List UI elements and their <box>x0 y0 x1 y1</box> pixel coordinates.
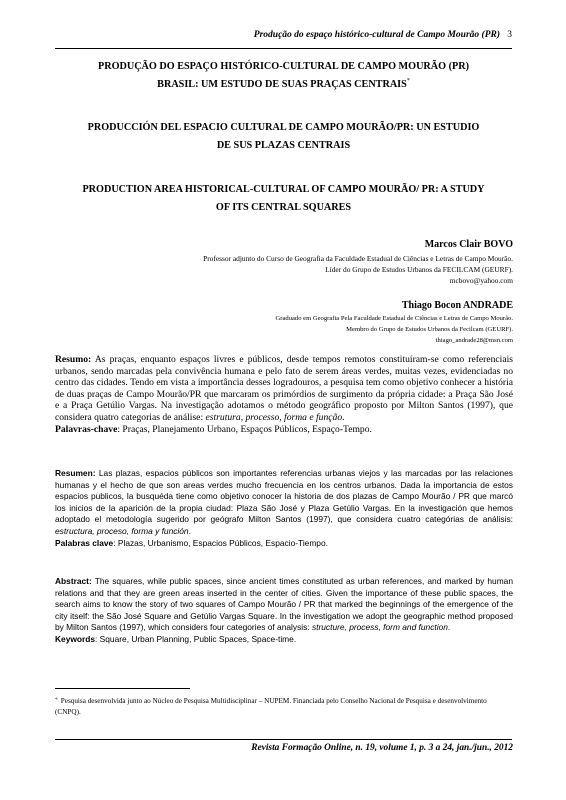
abstract-label: Abstract: <box>55 576 92 586</box>
footnote-mark[interactable]: * <box>406 78 410 84</box>
keywords-english: Keywords: Square, Urban Planning, Public Spaces, Space-time. <box>55 633 297 644</box>
title-spanish <box>55 119 512 155</box>
footnote: * Pesquisa desenvolvida junto ao Núcleo de Pesquisa Multidisciplinar – NUPEM. Financiada pelo Conselho Nacional de Pesquisa e desenvolvimento (CNPQ). <box>55 697 487 716</box>
header-rule <box>55 48 512 49</box>
author-email[interactable]: mcbovo@yahoo.com <box>449 276 513 286</box>
title-english <box>55 181 512 217</box>
page-number: 3 <box>507 30 512 40</box>
running-title: Produção do espaço histórico-cultural de Campo Mourão (PR) <box>253 30 500 40</box>
running-header <box>55 30 512 44</box>
title-pt-line1: PRODUÇÃO DO ESPAÇO HISTÓRICO-CULTURAL DE CAMPO MOURÃO (PR) <box>97 61 469 72</box>
author-name: Thiago Bocon ANDRADE <box>401 300 513 311</box>
journal-citation: Revista Formação Online, n. 19, volume 1, p. 3 a 24, jan./jun., 2012 <box>251 743 513 753</box>
footnote-rule <box>55 688 190 689</box>
title-en-line2: OF ITS CENTRAL SQUARES <box>215 202 352 213</box>
title-pt-line2: BRASIL: UM ESTUDO DE SUAS PRAÇAS CENTRAIS* <box>157 78 410 90</box>
abstract-label: Resumo: <box>55 354 92 365</box>
keywords-portuguese: Palavras-chave: Praças, Planejamento Urbano, Espaços Públicos, Espaço-Tempo. <box>55 423 372 435</box>
title-portuguese <box>55 58 512 94</box>
footer-rule <box>55 739 512 740</box>
author-name: Marcos Clair BOVO <box>424 239 513 250</box>
keywords-spanish: Palabras clave: Plazas, Urbanismo, Espacios Públicos, Espacio-Tiempo. <box>55 537 328 548</box>
footnote-mark: * <box>55 697 58 703</box>
author-affiliation: Graduado em Geografia Pela Faculdade Estadual de Ciências e Letras de Campo Mourão. Membro do Grupo de Estudos Urbanos da Fecilcam (GEURF). thiago_andrade28@msn.com <box>55 313 513 346</box>
title-es-line2: DE SUS PLAZAS CENTRAIS <box>216 140 351 151</box>
abstract-spanish: Resumen: Las plazas, espacios públicos son importantes referencias urbanas viejos y las marcadas por las relaciones humanas y el hecho de que son areas verdes mucho frecuencia en los centros urbanos. Dada la importancia de estos espacios publicos, la busquéda tiene como objetivo conocer la historia de dos plazas de Campo Mourão / PR que marcó los inicios de la aparición de la propia ciudad: Plaza São José y Plaza Getúlio Vargas. En la investigación que hemos adoptado el metodología sugerido por geógrafo Milton Santos (1997), que considera cuatro categórias de análisis: estructura, proceso, forma y función. Palabras clave: Plazas, Urbanismo, Espacios Públicos, Espacio-Tiempo. <box>55 468 513 548</box>
abstract-label: Resumen: <box>55 468 96 478</box>
title-en-line1: PRODUCTION AREA HISTORICAL-CULTURAL OF CAMPO MOURÃO/ PR: A STUDY <box>82 184 485 195</box>
title-es-line1: PRODUCCIÓN DEL ESPACIO CULTURAL DE CAMPO MOURÃO/PR: UN ESTUDIO <box>87 122 480 133</box>
author-email[interactable]: thiago_andrade28@msn.com <box>435 337 513 344</box>
author-affiliation: Professor adjunto do Curso de Geografia da Faculdade Estadual de Ciências e Letras de Campo Mourão. Líder do Grupo de Estudos Urbanos da FECILCAM (GEURF). mcbovo@yahoo.com <box>55 253 513 287</box>
abstract-portuguese: Resumo: As praças, enquanto espaços livres e públicos, desde tempos remotos constituíram-se como referenciais urbanos, sendo marcadas pela convivência humana e pelo fato de serem áreas verdes, muitas vezes, evidenciadas no centro das cidades. Tendo em vista a importância desses logradouros, a pesquisa tem como objetivo conhecer a história de duas praças de Campo Mourão/PR que marcaram os primórdios de surgimento da própria cidade: a Praça São José e a Praça Getúlio Vargas. Na investigação adotamos o método geográfico proposto por Milton Santos (1997), que considera quatro categorias de análise: estrutura, processo, forma e função. Palavras-chave: Praças, Planejamento Urbano, Espaços Públicos, Espaço-Tempo. <box>55 354 513 435</box>
abstract-english: Abstract: The squares, while public spaces, since ancient times constituted as urban references, and marked by human relations and that they are green areas inserted in the center of cities. Given the importance of these public spaces, the search aims to know the story of two squares of Campo Mourão / PR that marked the beginnings of the emergence of the city itself: the São José Square and Getúlio Vargas Square. In the investigation we adopt the geographic method proposed by Milton Santos (1997), which considers four categories of analysis: structure, process, form and function. Keywords: Square, Urban Planning, Public Spaces, Space-time. <box>55 576 513 644</box>
